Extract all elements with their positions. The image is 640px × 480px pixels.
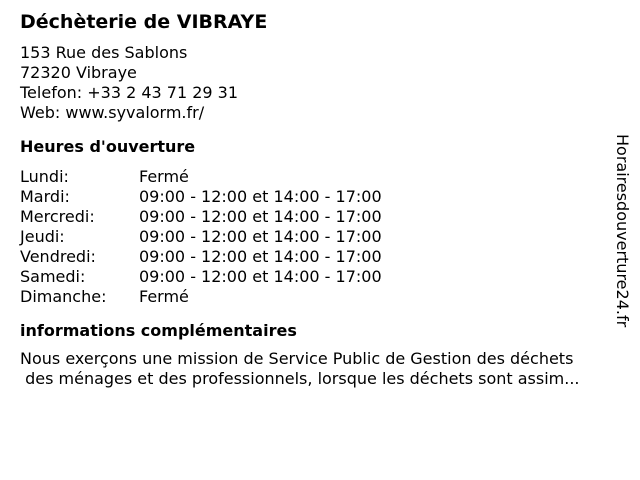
page-title: Déchèterie de VIBRAYE [20, 11, 268, 33]
website-link: Web: www.syvalorm.fr/ [20, 103, 205, 122]
hours-row [20, 287, 620, 307]
opening-hours-list [20, 167, 620, 307]
hours-day: Mardi: [20, 187, 70, 206]
hours-row [20, 187, 620, 207]
address-street: 153 Rue des Sablons [20, 43, 188, 62]
site-watermark: Horairesdouverture24.fr [613, 134, 632, 328]
hours-row [20, 247, 620, 267]
hours-time: 09:00 - 12:00 et 14:00 - 17:00 [139, 247, 382, 266]
hours-row [20, 207, 620, 227]
info-line: Nous exerçons une mission de Service Public de Gestion des déchets [20, 349, 574, 368]
info-line: des ménages et des professionnels, lorsque les déchets sont assim... [20, 369, 580, 388]
hours-day: Jeudi: [20, 227, 65, 246]
hours-time: 09:00 - 12:00 et 14:00 - 17:00 [139, 207, 382, 226]
hours-time: Fermé [139, 167, 189, 186]
info-card [20, 10, 620, 389]
hours-day: Dimanche: [20, 287, 107, 306]
hours-time: 09:00 - 12:00 et 14:00 - 17:00 [139, 187, 382, 206]
hours-row [20, 167, 620, 187]
hours-time: 09:00 - 12:00 et 14:00 - 17:00 [139, 227, 382, 246]
hours-day: Vendredi: [20, 247, 96, 266]
address-city: 72320 Vibraye [20, 63, 137, 82]
hours-day: Lundi: [20, 167, 69, 186]
hours-time: 09:00 - 12:00 et 14:00 - 17:00 [139, 267, 382, 286]
hours-row [20, 227, 620, 247]
hours-day: Mercredi: [20, 207, 95, 226]
hours-day: Samedi: [20, 267, 86, 286]
hours-row [20, 267, 620, 287]
info-description [20, 349, 620, 389]
address-block [20, 43, 620, 123]
info-heading: informations complémentaires [20, 321, 297, 340]
phone-number: Telefon: +33 2 43 71 29 31 [20, 83, 239, 102]
hours-time: Fermé [139, 287, 189, 306]
hours-heading: Heures d'ouverture [20, 137, 196, 156]
